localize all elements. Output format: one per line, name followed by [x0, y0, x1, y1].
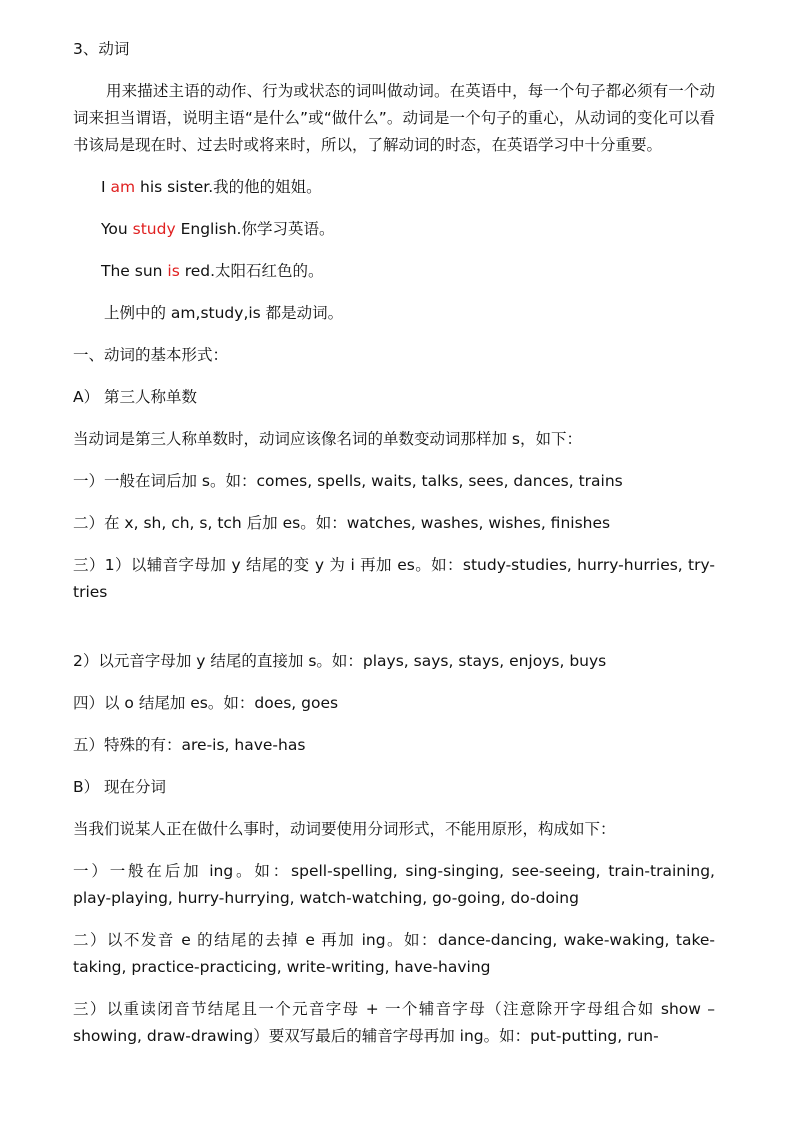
subsection-title-b: B） 现在分词: [73, 778, 167, 796]
example-subject: You: [101, 220, 133, 238]
rule-item: 四）以 o 结尾加 es。如：does, goes: [73, 694, 339, 712]
example-rest: English.你学习英语。: [175, 220, 335, 238]
example-sentence-1: [73, 174, 715, 201]
example-rest: red.太阳石红色的。: [179, 262, 324, 280]
rule-item: 三）以重读闭音节结尾且一个元音字母 + 一个辅音字母（注意除开字母组合如 show – showing, draw-drawing）要双写最后的辅音字母再加 ing。如：put-putting, run-: [73, 1000, 715, 1045]
document-page: [73, 36, 715, 1050]
rule-item: 二）以不发音 e 的结尾的去掉 e 再加 ing。如：dance-dancing, wake-waking, take-taking, practice-practicing, write-writing, have-having: [73, 931, 715, 976]
examples-note: 上例中的 am,study,is 都是动词。: [104, 304, 344, 322]
subsection-title-a: A） 第三人称单数: [73, 388, 198, 406]
section-title: 一、动词的基本形式：: [73, 346, 229, 364]
example-subject: The sun: [101, 262, 168, 280]
subsection-a-description: 当动词是第三人称单数时，动词应该像名词的单数变动词那样加 s，如下：: [73, 430, 583, 448]
example-sentence-3: [73, 258, 715, 285]
subsection-b-description: 当我们说某人正在做什么事时，动词要使用分词形式，不能用原形，构成如下：: [73, 820, 616, 838]
example-rest: his sister.我的他的姐姐。: [135, 178, 322, 196]
rule-item: 2）以元音字母加 y 结尾的直接加 s。如：plays, says, stays, enjoys, buys: [73, 652, 607, 670]
rule-item: 五）特殊的有：are-is, have-has: [73, 736, 306, 754]
example-subject: I: [101, 178, 111, 196]
rule-item: 一）一般在后加 ing。如：spell-spelling, sing-singing, see-seeing, train-training, play-playing, hurry-hurrying, watch-watching, go-going, do-doing: [73, 862, 715, 907]
rule-item: 一）一般在词后加 s。如：comes, spells, waits, talks, sees, dances, trains: [73, 472, 623, 490]
example-sentence-2: [73, 216, 715, 243]
rule-item: 二）在 x, sh, ch, s, tch 后加 es。如：watches, washes, wishes, finishes: [73, 514, 611, 532]
highlighted-verb: is: [167, 262, 180, 280]
highlighted-verb: am: [110, 178, 136, 196]
rule-item: 三）1）以辅音字母加 y 结尾的变 y 为 i 再加 es。如：study-studies, hurry-hurries, try-tries: [73, 556, 715, 601]
intro-paragraph: 用来描述主语的动作、行为或状态的词叫做动词。在英语中，每一个句子都必须有一个动词来担当谓语，说明主语“是什么”或“做什么”。动词是一个句子的重心，从动词的变化可以看书该局是现在时、过去时或将来时，所以，了解动词的时态，在英语学习中十分重要。: [73, 82, 715, 154]
section-heading: 3、动词: [73, 40, 130, 58]
highlighted-verb: study: [132, 220, 176, 238]
